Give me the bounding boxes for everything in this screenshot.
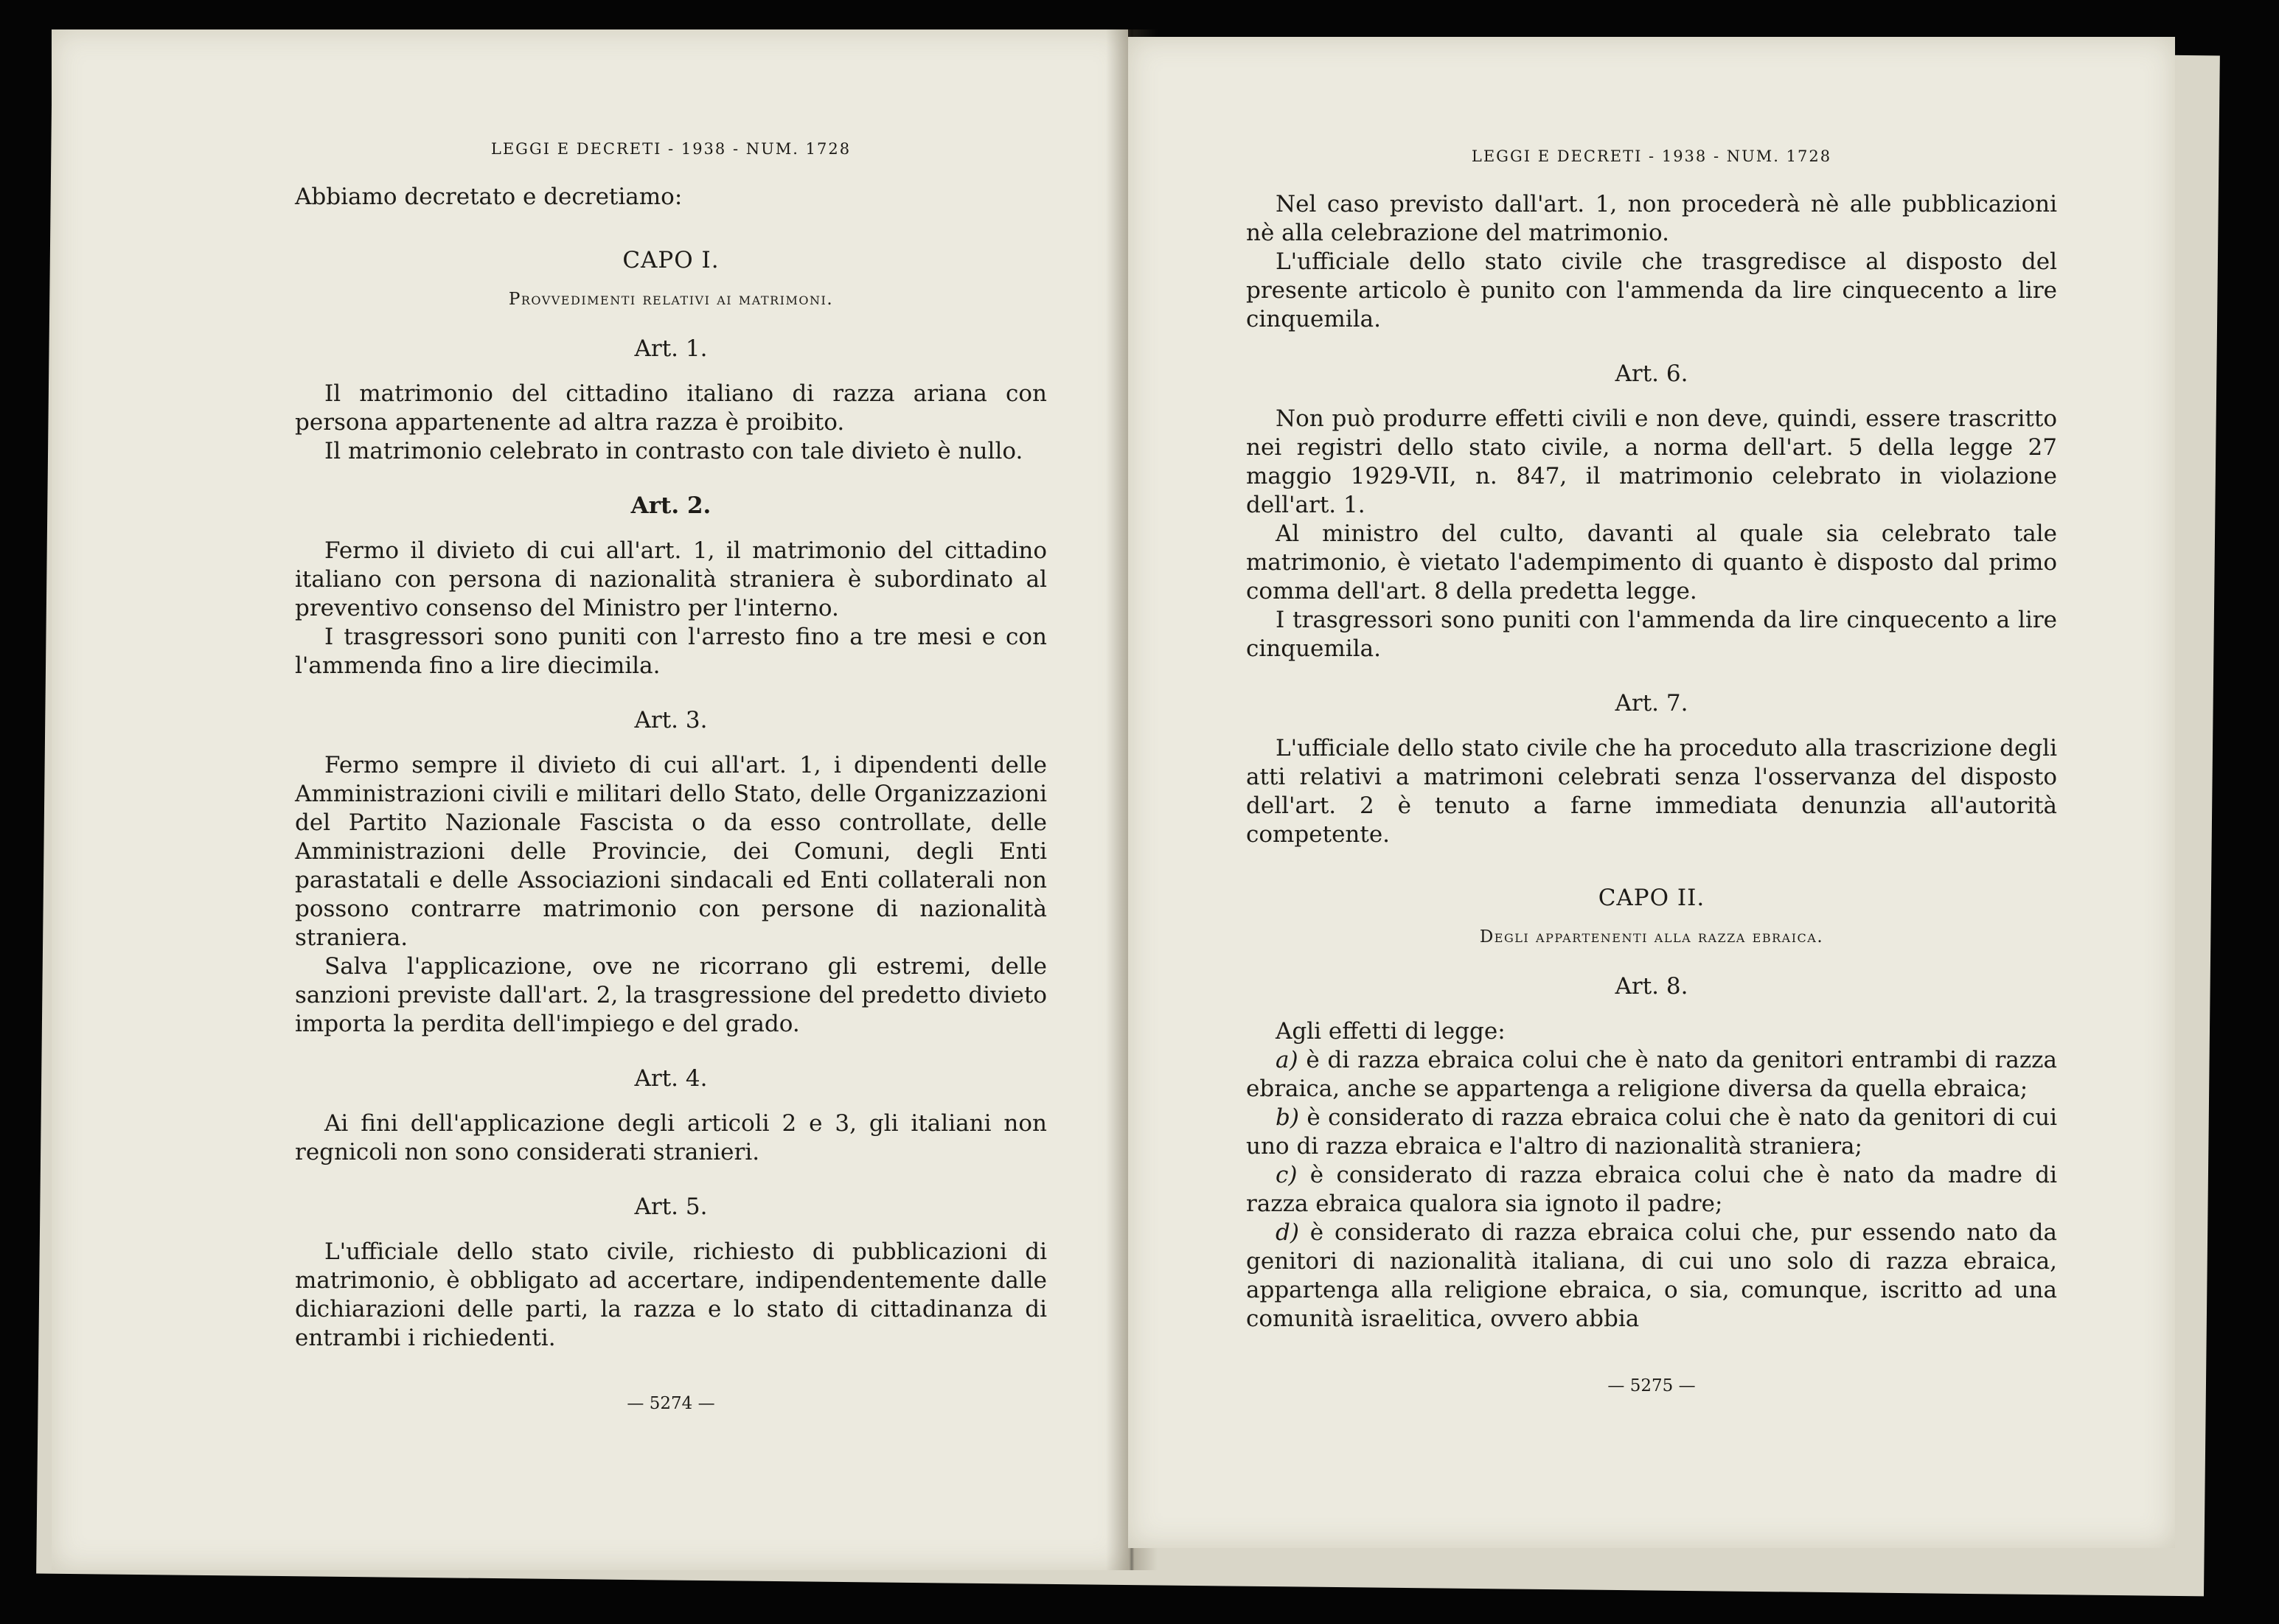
article-paragraph: I trasgressori sono puniti con l'arresto fino a tre mesi e con l'ammenda fino a lire diecimila. (295, 624, 1047, 679)
item-text: è considerato di razza ebraica colui che, pur essendo nato da genitori di nazionalità italiana, di cui uno solo di razza ebraica, appartenga alla religione ebraica, o sia, comunque, iscritto ad una comunità israelitica, ovvero abbia (1246, 1219, 2058, 1332)
article-paragraph: L'ufficiale dello stato civile che ha proceduto alla trascrizione degli atti relativi a matrimoni celebrati senza l'osservanza del disposto dell'art. 2 è tenuto a farne immediata denunzia all'autorità competente. (1246, 735, 2057, 848)
article-paragraph: Ai fini dell'applicazione degli articoli 2 e 3, gli italiani non regnicoli non sono considerati stranieri. (295, 1110, 1047, 1165)
item-text: è considerato di razza ebraica colui che è nato da genitori di cui uno di razza ebraica e l'altro di nazionalità straniera; (1246, 1104, 2057, 1160)
list-item (1246, 1046, 2057, 1104)
article-paragraph: Nel caso previsto dall'art. 1, non procederà nè alle pubblicazioni nè alla celebrazione del matrimonio. (1246, 191, 2057, 246)
article-paragraph: Fermo il divieto di cui all'art. 1, il matrimonio del cittadino italiano con persona di nazionalità straniera è subordinato al preventivo consenso del Ministro per l'interno. (295, 537, 1047, 621)
article-paragraph: Al ministro del culto, davanti al quale sia celebrato tale matrimonio, è vietato l'adempimento di quanto è disposto dal primo comma dell'art. 8 della predetta legge. (1246, 520, 2057, 604)
article-heading: Art. 3. (634, 707, 708, 733)
capo-heading: CAPO II. (1598, 885, 1705, 911)
article-heading: Art. 1. (634, 335, 708, 362)
running-head: LEGGI E DECRETI - 1938 - NUM. 1728 (1471, 147, 1832, 165)
list-item (1246, 1161, 2057, 1219)
article-paragraph: Non può produrre effetti civili e non deve, quindi, essere trascritto nei registri dello stato civile, a norma dell'art. 5 della legge 27 maggio 1929-VII, n. 847, il matrimonio celebrato in violazione dell'art. 1. (1246, 405, 2057, 518)
item-mark: c) (1276, 1162, 1298, 1188)
article-paragraph: L'ufficiale dello stato civile che trasgredisce al disposto del presente articolo è punito con l'ammenda da lire cinquecento a lire cinquemila. (1246, 248, 2057, 332)
capo-heading: CAPO I. (622, 247, 720, 273)
article-heading: Art. 2. (630, 492, 711, 519)
running-head: LEGGI E DECRETI - 1938 - NUM. 1728 (490, 140, 852, 158)
article-heading: Art. 6. (1615, 360, 1688, 387)
article-paragraph: Salva l'applicazione, ove ne ricorrano gli estremi, delle sanzioni previste dall'art. 2, la trasgressione del predetto divieto importa la perdita dell'impiego e del grado. (295, 953, 1047, 1037)
item-text: è considerato di razza ebraica colui che è nato da madre di razza ebraica qualora sia ignoto il padre; (1246, 1162, 2057, 1217)
intro-line: Abbiamo decretato e decretiamo: (295, 184, 683, 210)
list-item (1246, 1104, 2057, 1161)
article-heading: Art. 7. (1615, 690, 1688, 717)
capo-title: Degli appartenenti alla razza ebraica. (1479, 927, 1824, 947)
article-paragraph: Il matrimonio celebrato in contrasto con tale divieto è nullo. (324, 438, 1023, 464)
article-heading: Art. 5. (634, 1193, 708, 1220)
article-paragraph: I trasgressori sono puniti con l'ammenda da lire cinquecento a lire cinquemila. (1246, 607, 2057, 662)
capo-title: Provvedimenti relativi ai matrimoni. (508, 290, 834, 309)
page-number: — 5275 — (1607, 1376, 1696, 1395)
article-paragraph: Fermo sempre il divieto di cui all'art. 1, i dipendenti delle Amministrazioni civili e militari dello Stato, delle Organizzazioni del Partito Nazionale Fascista o da esso controllate, delle Amministrazioni delle Provincie, dei Comuni, degli Enti parastatali e delle Associazioni sindacali ed Enti collaterali non possono contrarre matrimonio con persone di nazionalità straniera. (295, 752, 1047, 951)
article-paragraph: Il matrimonio del cittadino italiano di razza ariana con persona appartenente ad altra razza è proibito. (295, 380, 1047, 436)
article-paragraph: L'ufficiale dello stato civile, richiesto di pubblicazioni di matrimonio, è obbligato ad accertare, indipendentemente dalle dichiarazioni delle parti, la razza e lo stato di cittadinanza di entrambi i richiedenti. (295, 1238, 1047, 1351)
list-item (1246, 1219, 2057, 1334)
right-page (1128, 37, 2175, 1548)
page-number: — 5274 — (627, 1394, 715, 1413)
item-mark: d) (1276, 1219, 1299, 1246)
left-column (295, 140, 1047, 1413)
article-heading: Art. 8. (1615, 973, 1688, 1000)
article-heading: Art. 4. (634, 1065, 708, 1092)
left-page (52, 29, 1128, 1570)
item-mark: a) (1276, 1047, 1298, 1073)
article-intro: Agli effetti di legge: (1276, 1018, 1506, 1045)
item-text: è di razza ebraica colui che è nato da genitori entrambi di razza ebraica, anche se appartenga a religione diversa da quella ebraica; (1246, 1047, 2057, 1102)
item-mark: b) (1276, 1104, 1299, 1131)
right-column (1246, 147, 2057, 1395)
